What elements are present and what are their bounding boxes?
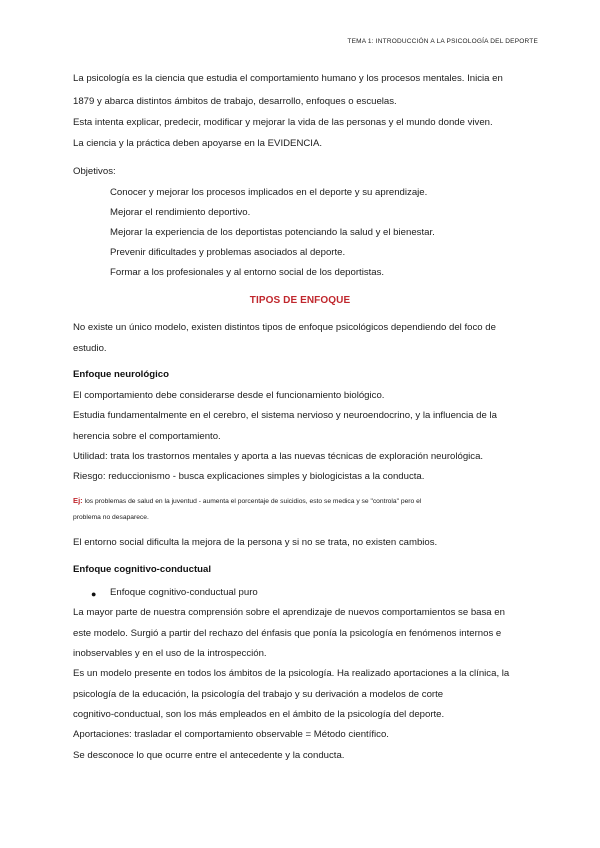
cog-line: La mayor parte de nuestra comprensión sobre el aprendizaje de nuevos comportamientos se basa en — [73, 607, 505, 618]
cog-line: este modelo. Surgió a partir del rechazo del énfasis que ponía la psicología en fenómenos internos e — [73, 628, 502, 639]
page-header: TEMA 1: INTRODUCCIÓN A LA PSICOLOGÍA DEL DEPORTE — [347, 38, 538, 45]
section-heading-tipos: TIPOS DE ENFOQUE — [249, 295, 351, 306]
neuro-line: Utilidad: trata los trastornos mentales y aporta a las nuevas técnicas de exploración neurológica. — [73, 451, 484, 462]
cog-line: Es un modelo presente en todos los ámbitos de la psicología. Ha realizado aportaciones a la clínica, la — [73, 668, 510, 679]
neuro-line: herencia sobre el comportamiento. — [73, 431, 221, 442]
objetivo-item: Formar a los profesionales y al entorno social de los deportistas. — [110, 267, 385, 278]
neuro-closing: El entorno social dificulta la mejora de la persona y si no se trata, no existen cambios. — [73, 537, 438, 548]
tipos-line-1: No existe un único modelo, existen distintos tipos de enfoque psicológicos dependiendo del foco de — [73, 322, 496, 333]
subheading-cognitivo: Enfoque cognitivo-conductual — [73, 564, 212, 575]
cog-line: inobservables y en el uso de la introspección. — [73, 648, 267, 659]
subheading-neurologico: Enfoque neurológico — [73, 369, 169, 380]
bullet-icon: ● — [91, 589, 97, 599]
intro-line-3: Esta intenta explicar, predecir, modificar y mejorar la vida de las personas y el mundo donde viven. — [73, 117, 493, 128]
bullet-item: Enfoque cognitivo-conductual puro — [110, 587, 258, 598]
objetivos-title: Objetivos: — [73, 166, 116, 177]
cog-line: Aportaciones: trasladar el comportamiento observable = Método científico. — [73, 729, 389, 740]
intro-line-1: La psicología es la ciencia que estudia el comportamiento humano y los procesos mentales. Inicia en — [73, 73, 503, 84]
objetivo-item: Mejorar la experiencia de los deportistas potenciando la salud y el bienestar. — [110, 227, 435, 238]
example-label: Ej: — [73, 496, 83, 505]
objetivo-item: Prevenir dificultades y problemas asociados al deporte. — [110, 247, 346, 258]
example-text: los problemas de salud en la juventud - aumenta el porcentaje de suicidios, esto se medica y se "controla" pero el — [84, 498, 422, 505]
example-line-2: problema no desaparece. — [73, 514, 149, 521]
intro-line-2: 1879 y abarca distintos ámbitos de trabajo, desarrollo, enfoques o escuelas. — [73, 96, 397, 107]
intro-line-4: La ciencia y la práctica deben apoyarse en la EVIDENCIA. — [73, 138, 323, 149]
cog-line: Se desconoce lo que ocurre entre el antecedente y la conducta. — [73, 750, 345, 761]
cog-line: cognitivo-conductual, son los más empleados en el ámbito de la psicología del deporte. — [73, 709, 445, 720]
cog-line: psicología de la educación, la psicología del trabajo y su derivación a modelos de corte — [73, 689, 444, 700]
objetivo-item: Mejorar el rendimiento deportivo. — [110, 207, 251, 218]
neuro-line: Estudia fundamentalmente en el cerebro, el sistema nervioso y neuroendocrino, y la influencia de la — [73, 410, 497, 421]
neuro-line: El comportamiento debe considerarse desde el funcionamiento biológico. — [73, 390, 385, 401]
objetivo-item: Conocer y mejorar los procesos implicados en el deporte y su aprendizaje. — [110, 187, 428, 198]
tipos-line-2: estudio. — [73, 343, 107, 354]
example-line-1 — [73, 496, 421, 505]
neuro-line: Riesgo: reduccionismo - busca explicaciones simples y biologicistas a la conducta. — [73, 471, 425, 482]
